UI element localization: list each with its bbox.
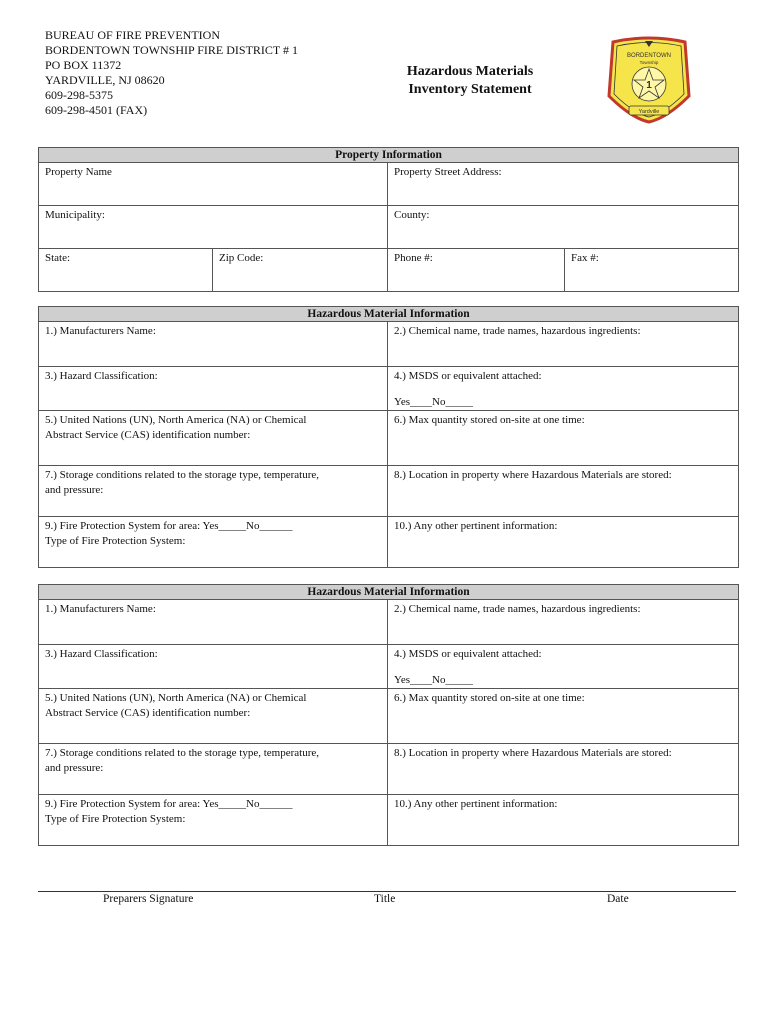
msds-yes-no: Yes____No_____ bbox=[394, 396, 473, 408]
hazard-classification-field[interactable]: 3.) Hazard Classification: bbox=[39, 367, 388, 411]
fax-field[interactable]: Fax #: bbox=[565, 249, 739, 292]
hazard-classification-field[interactable]: 3.) Hazard Classification: bbox=[39, 645, 388, 689]
hazmat-info-table-1 bbox=[38, 306, 739, 568]
field-label: Abstract Service (CAS) identification number: bbox=[45, 707, 251, 719]
address-line: PO BOX 11372 bbox=[45, 58, 122, 72]
field-label: 7.) Storage conditions related to the storage type, temperature, bbox=[45, 747, 319, 759]
chemical-name-field[interactable]: 2.) Chemical name, trade names, hazardous ingredients: bbox=[388, 600, 739, 645]
manufacturers-name-field[interactable]: 1.) Manufacturers Name: bbox=[39, 600, 388, 645]
fire-protection-system-field[interactable] bbox=[39, 795, 388, 846]
section-header: Hazardous Material Information bbox=[39, 307, 739, 322]
field-label: 9.) Fire Protection System for area: Yes_____No______ bbox=[45, 798, 293, 810]
field-label: 7.) Storage conditions related to the storage type, temperature, bbox=[45, 469, 319, 481]
un-na-cas-id-field[interactable] bbox=[39, 411, 388, 466]
un-na-cas-id-field[interactable] bbox=[39, 689, 388, 744]
property-name-field[interactable]: Property Name bbox=[39, 163, 388, 206]
bureau-address-block bbox=[45, 28, 298, 118]
title-line-1: Hazardous Materials bbox=[406, 64, 534, 79]
max-quantity-field[interactable]: 6.) Max quantity stored on-site at one time: bbox=[388, 689, 739, 744]
fire-district-seal-icon bbox=[607, 36, 691, 124]
property-information-table bbox=[38, 147, 739, 292]
address-line: BUREAU OF FIRE PREVENTION bbox=[45, 28, 221, 42]
title-label: Title bbox=[374, 893, 396, 905]
msds-attached-field[interactable] bbox=[388, 645, 739, 689]
seal-top-text: BORDENTOWN bbox=[627, 53, 671, 59]
signature-line[interactable] bbox=[38, 891, 736, 892]
municipality-field[interactable]: Municipality: bbox=[39, 206, 388, 249]
title-line-2: Inventory Statement bbox=[408, 82, 532, 97]
address-line: BORDENTOWN TOWNSHIP FIRE DISTRICT # 1 bbox=[45, 43, 299, 57]
other-information-field[interactable]: 10.) Any other pertinent information: bbox=[388, 517, 739, 568]
county-field[interactable]: County: bbox=[388, 206, 739, 249]
chemical-name-field[interactable]: 2.) Chemical name, trade names, hazardous ingredients: bbox=[388, 322, 739, 367]
phone-field[interactable]: Phone #: bbox=[388, 249, 565, 292]
zip-code-field[interactable]: Zip Code: bbox=[213, 249, 388, 292]
preparers-signature-label: Preparers Signature bbox=[103, 893, 194, 905]
field-label: Abstract Service (CAS) identification number: bbox=[45, 429, 251, 441]
property-street-address-field[interactable]: Property Street Address: bbox=[388, 163, 739, 206]
storage-conditions-field[interactable] bbox=[39, 466, 388, 517]
address-line: 609-298-4501 (FAX) bbox=[45, 103, 148, 117]
address-line: 609-298-5375 bbox=[45, 88, 113, 102]
manufacturers-name-field[interactable]: 1.) Manufacturers Name: bbox=[39, 322, 388, 367]
state-field[interactable]: State: bbox=[39, 249, 213, 292]
section-header: Hazardous Material Information bbox=[39, 585, 739, 600]
field-label: and pressure: bbox=[45, 762, 104, 774]
field-label: 9.) Fire Protection System for area: Yes_____No______ bbox=[45, 520, 293, 532]
seal-bottom-text: Yardville bbox=[638, 109, 660, 115]
msds-attached-field[interactable] bbox=[388, 367, 739, 411]
document-title bbox=[370, 63, 570, 99]
fire-protection-system-field[interactable] bbox=[39, 517, 388, 568]
storage-conditions-field[interactable] bbox=[39, 744, 388, 795]
field-label: and pressure: bbox=[45, 484, 104, 496]
msds-label: 4.) MSDS or equivalent attached: bbox=[394, 648, 542, 660]
msds-label: 4.) MSDS or equivalent attached: bbox=[394, 370, 542, 382]
field-label: Type of Fire Protection System: bbox=[45, 813, 186, 825]
field-label: Type of Fire Protection System: bbox=[45, 535, 186, 547]
storage-location-field[interactable]: 8.) Location in property where Hazardous Materials are stored: bbox=[388, 466, 739, 517]
address-line: YARDVILLE, NJ 08620 bbox=[45, 73, 165, 87]
field-label: 5.) United Nations (UN), North America (NA) or Chemical bbox=[45, 414, 307, 426]
seal-sub-text: Township bbox=[639, 60, 659, 65]
field-label: 5.) United Nations (UN), North America (NA) or Chemical bbox=[45, 692, 307, 704]
max-quantity-field[interactable]: 6.) Max quantity stored on-site at one time: bbox=[388, 411, 739, 466]
hazmat-info-table-2 bbox=[38, 584, 739, 846]
storage-location-field[interactable]: 8.) Location in property where Hazardous Materials are stored: bbox=[388, 744, 739, 795]
date-label: Date bbox=[607, 893, 629, 905]
section-header: Property Information bbox=[39, 148, 739, 163]
seal-center-text: 1 bbox=[646, 80, 652, 91]
msds-yes-no: Yes____No_____ bbox=[394, 674, 473, 686]
other-information-field[interactable]: 10.) Any other pertinent information: bbox=[388, 795, 739, 846]
